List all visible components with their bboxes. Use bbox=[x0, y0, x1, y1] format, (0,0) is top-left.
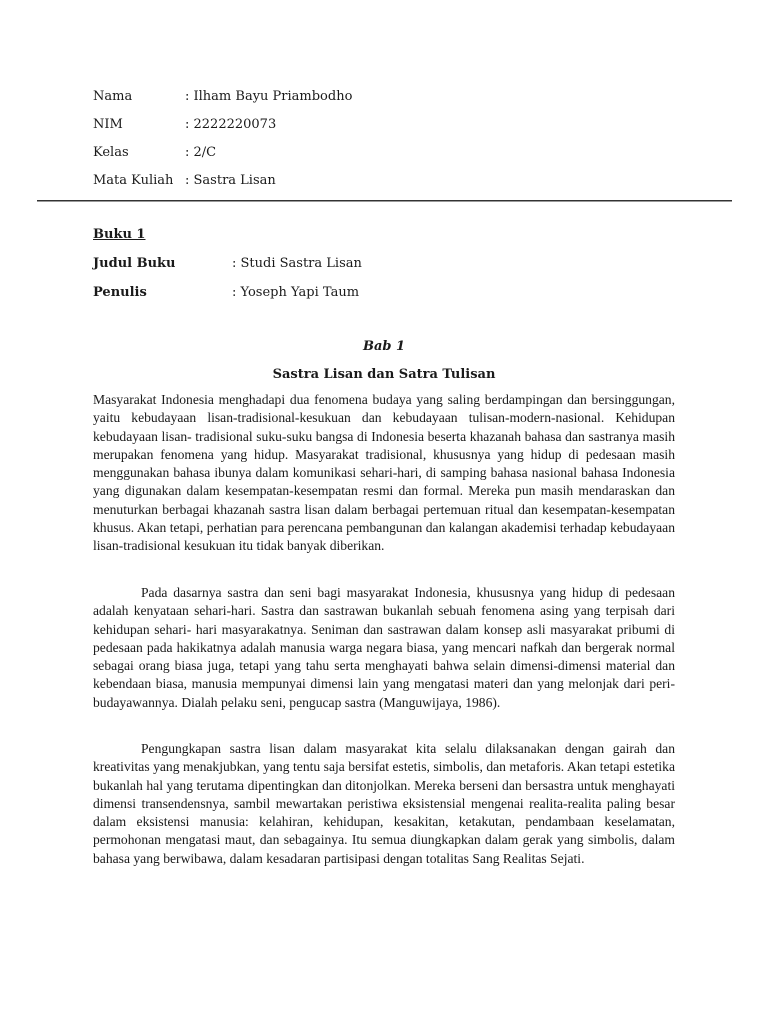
course-label: Mata Kuliah bbox=[93, 173, 174, 188]
book-author-value: : Yoseph Yapi Taum bbox=[232, 285, 360, 300]
paragraph-2: Pada dasarnya sastra dan seni bagi masyarakat Indonesia, khususnya yang hidup di pedesaan adalah kenyataan sehari-hari. Sastra dan sastrawan bukanlah sebuah fenomena asing yang terpisah dari kehidupan sehari- hari masyarakatnya. Seniman dan sastrawan dalam konsep asli masyarakat pribumi di pedesaan pada hakikatnya adalah manusia warga negara biasa, yang mencari nafkah dan bergerak normal sebagai orang biasa juga, tetapi yang tahu serta menghayati bahwa selain dimensi-dimensi material dan kebendaan biasa, manusia mempunyai dimensi lain yang mengatasi materi dan yang melonjak dari peri- budayawannya. Dialah pelaku seni, pengucap sastra (Manguwijaya, 1986). bbox=[93, 585, 675, 710]
course-value: : Sastra Lisan bbox=[185, 173, 276, 188]
book-author-label: Penulis bbox=[93, 285, 147, 300]
nim-value: : 2222220073 bbox=[185, 117, 277, 132]
book-title-label: Judul Buku bbox=[93, 256, 176, 271]
class-value: : 2/C bbox=[185, 145, 217, 160]
name-value: : Ilham Bayu Priambodho bbox=[185, 89, 353, 104]
book-title-value: : Studi Sastra Lisan bbox=[232, 256, 362, 271]
book-heading: Buku 1 bbox=[93, 227, 146, 242]
class-label: Kelas bbox=[93, 145, 129, 160]
name-label: Nama bbox=[93, 89, 133, 104]
header-divider bbox=[37, 200, 732, 201]
chapter-title: Sastra Lisan dan Satra Tulisan bbox=[272, 367, 496, 382]
paragraph-1: Masyarakat Indonesia menghadapi dua fenomena budaya yang saling berdampingan dan bersinggungan, yaitu kebudayaan lisan-tradisional-kesukuan dan kebudayaan tulisan-modern-nasional. Kehidupan kebudayaan lisan- tradisional suku-suku bangsa di Indonesia beserta khazanah bahasa dan sastranya masih merupakan fenomena yang hidup. Masyarakat tradisional, khususnya yang hidup di pedesaan masih menggunakan bahasa ibunya dalam komunikasi sehari-hari, di samping bahasa nasional bahasa Indonesia yang digunakan dalam kesempatan-kesempatan resmi dan formal. Mereka pun masih mendaraskan dan menuturkan berbagai khazanah sastra lisan dalam berbagai pertemuan ritual dan kesempatan-kesempatan khusus. Akan tetapi, perhatian para perencana pembangunan dan kalangan akademisi terhadap kebudayaan lisan-tradisional kesukuan itu tidak banyak diberikan. bbox=[93, 392, 675, 554]
chapter-number: Bab 1 bbox=[362, 339, 406, 354]
paragraph-3: Pengungkapan sastra lisan dalam masyarakat kita selalu dilaksanakan dengan gairah dan kreativitas yang menakjubkan, yang tentu saja bersifat estetis, simbolis, dan metaforis. Akan tetapi estetika bukanlah hal yang terutama dipentingkan dan ditonjolkan. Mereka berseni dan bersastra untuk menghayati dimensi transendensnya, sambil mewartakan peristiwa eksistensial mengenai realita-realita paling besar dalam eksistensi manusia: kelahiran, kehidupan, kesakitan, ketakutan, pendambaan keselamatan, permohonan mengatasi maut, dan sebagainya. Itu semua diungkapkan dalam gerak yang simbolis, dalam bahasa yang berwibawa, dalam kesadaran partisipasi dengan totalitas Sang Realitas Sejati. bbox=[93, 741, 675, 866]
nim-label: NIM bbox=[93, 117, 123, 132]
